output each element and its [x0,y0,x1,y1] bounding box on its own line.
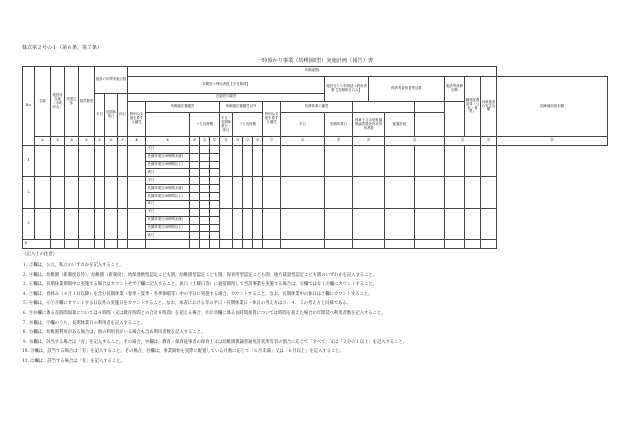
data-cell[interactable] [200,208,210,216]
col-num: ⑥ [105,137,118,145]
row-number: 3 [23,208,35,240]
special-support-cell[interactable] [128,145,146,177]
col-num: ⑯ [253,137,263,145]
location-header: 施設所在地（市町村名） [51,67,65,137]
data-cell[interactable] [263,177,281,209]
facility-type-cell[interactable] [79,208,95,240]
total-cell [465,240,481,249]
col-num: ④ [79,137,95,145]
data-cell[interactable] [415,145,445,177]
plan-table [22,66,608,249]
total-cell [65,240,79,249]
long-vacation-header: 長期休業日 [105,93,118,137]
per-day-users-header: 施設当たり年間延べ利用者数【長期休日のみ】 [325,76,369,101]
location-cell[interactable] [51,208,65,240]
data-cell[interactable] [281,208,325,240]
total-cell [263,240,281,249]
data-cell[interactable] [385,208,415,240]
total-cell [220,240,233,249]
license-or-worker-header: 保育士又は幼稚園教諭普通免許状所有者数 [353,113,385,137]
notes-heading: （記入上の注意） [22,252,58,257]
long-vacation-days-cell[interactable] [105,208,118,240]
data-cell[interactable] [243,177,253,209]
total-cell [281,240,325,249]
name-cell[interactable] [35,145,51,177]
data-cell[interactable] [210,232,220,240]
data-cell[interactable] [210,177,220,185]
facility-type-header: 施設類型 [79,67,95,137]
row-number: 1 [23,145,35,177]
data-cell[interactable] [263,208,281,240]
no-header: No. [23,67,35,146]
data-cell[interactable] [353,208,385,240]
data-cell[interactable] [325,145,353,177]
data-cell[interactable] [190,177,200,185]
col-num: ⑭ [233,137,243,145]
data-cell[interactable] [465,177,481,209]
data-cell[interactable] [220,177,233,209]
data-cell[interactable] [243,145,253,177]
note-item: 11. ㉒欄は，該当する場合は「有」を記入すること。 [22,358,125,364]
location-cell[interactable] [51,145,65,177]
data-cell[interactable] [190,145,200,153]
facility-type-cell[interactable] [79,177,95,209]
row-line-label: 休日 [146,169,190,177]
data-cell[interactable] [445,177,465,209]
long-vacation-days-cell[interactable] [105,177,118,209]
data-cell[interactable] [190,232,200,240]
total-cell [325,240,353,249]
data-cell[interactable] [200,169,210,177]
row-number: 2 [23,177,35,209]
data-cell[interactable] [210,193,220,201]
total-cell [233,240,243,249]
state-subsidy-header: 国庫補助基本額 [497,76,608,137]
barrier-free-empty [415,113,445,137]
col-num: ⑮ [243,137,253,145]
total-cell [253,240,263,249]
row-line-label: 長期休業日(8時間以上) [146,224,190,232]
col-num: ② [51,137,65,145]
col-num: ㉓ [481,137,497,145]
data-cell[interactable] [210,224,220,232]
note-item: ７. ⑭欄は，⑨欄のうち，長期休業日の利用者を記入すること。 [22,320,146,326]
data-cell[interactable] [200,145,210,153]
data-cell[interactable] [465,145,481,177]
weekday-header: 平日 [95,93,105,137]
col-num: ① [35,137,51,145]
col-num: ⑲ [325,137,353,145]
row-line-label: 平日 [146,177,190,185]
data-cell[interactable] [233,145,243,177]
name-cell[interactable] [35,177,51,209]
data-cell[interactable] [190,185,200,193]
operator-header: 設置主体 [65,67,79,137]
note-item: １. ②欄は，公立，私立のいずれかを記入すること。 [22,263,124,268]
total-cell [200,240,210,249]
operator-cell[interactable] [65,145,79,177]
data-cell[interactable] [210,145,220,153]
staffed-header: 職員配置加算（公私・事業） [465,76,481,137]
col-num: ⑨ [146,137,190,145]
data-cell[interactable] [200,200,210,208]
data-cell[interactable] [465,208,481,240]
total-cell [95,240,105,249]
name-cell[interactable] [35,208,51,240]
row-line-label: 長期休業日(8時間未満) [146,185,190,193]
data-cell[interactable] [210,153,220,161]
support-staff-header: 保育有資格者等加算 [369,76,445,101]
data-cell[interactable] [190,224,200,232]
total-cell [128,240,146,249]
note-item: ６. ⑨⑩欄に係る長時間加算については４時間（又は教育時間との合計８時間）を超える場合，⑪⑫⑬欄に係る長時間加算については時間を超えた場合の年間延べ利用者数を記入すること。 [22,310,386,316]
special-support-cell[interactable] [128,177,146,209]
data-cell[interactable] [220,208,233,240]
data-cell[interactable] [253,208,263,240]
data-cell[interactable] [445,145,465,177]
of-which-time-header-2: うち長時間 [233,113,263,137]
col-num: ⑦ [118,137,128,145]
weekday-days-cell[interactable] [95,208,105,240]
data-cell[interactable] [233,208,243,240]
data-cell[interactable] [253,177,263,209]
license-or-worker-group [353,102,415,113]
total-cell [243,240,253,249]
data-cell[interactable] [200,177,210,185]
data-cell[interactable] [200,185,210,193]
col-num: ㉒ [445,137,481,145]
data-cell[interactable] [200,153,210,161]
col-num: ⑧ [128,137,146,145]
data-cell[interactable] [210,185,220,193]
form-number: 様式第２号の１（第６条，第７条） [22,45,103,51]
children-group-header: 在園児の園児 [128,93,325,101]
users-group-header: 年間延べ利用者数【平日換算】 [128,76,325,93]
row-line-label: 休日 [146,200,190,208]
data-cell[interactable] [190,200,200,208]
data-cell[interactable] [210,169,220,177]
col-num: ⑬ [220,137,233,145]
col-num: ③ [65,137,79,145]
total-cell [481,240,497,249]
data-cell[interactable] [415,177,445,209]
total-label: 計 [23,240,51,249]
col-num: ⑪ [200,137,210,145]
data-cell[interactable] [190,169,200,177]
data-cell[interactable] [233,177,243,209]
row-line-label: 平日 [146,208,190,216]
total-cell [79,240,95,249]
data-cell[interactable] [200,193,210,201]
data-cell[interactable] [200,161,210,169]
data-cell[interactable] [190,193,200,201]
data-cell[interactable] [210,161,220,169]
annual-days-header: 施設の年間実施日数 [95,67,128,94]
total-cell [118,240,128,249]
col-num: ⑤ [95,137,105,145]
row-line-label: 長期休業日(8時間以上) [146,161,190,169]
data-cell[interactable] [353,145,385,177]
col-num: ⑩ [190,137,200,145]
total-cell [105,240,118,249]
document-title: 一時預かり事業（幼稚園Ⅰ型）実施計画（報告）書 [256,58,374,64]
total-cell [353,240,385,249]
lv-only-long: 長期休業日 [325,113,353,137]
operator-cell[interactable] [65,208,79,240]
note-item: ９. ⑯欄は，該当する場合は「有」を記入すること。その場合，⑭欄は，教育・保育従事者の保育士又は幼稚園教諭普通免許状所有者の割合に応じて「すべて」又は「２分の１以上」を記入すること。 [22,339,408,345]
col-num: ⑳ [353,137,385,145]
target-facility-header: 対象施設の実支出額 [481,76,497,137]
data-cell[interactable] [200,232,210,240]
total-cell [385,240,415,249]
data-cell[interactable] [210,200,220,208]
other-than-kinder-header: 幼稚園在籍園児以外 [220,102,263,113]
data-cell[interactable] [325,177,353,209]
operator-cell[interactable] [65,177,79,209]
data-cell[interactable] [210,208,220,216]
row-line-label: 平日 [146,145,190,153]
barrier-free-sub [415,102,445,113]
note-item: 10. ㉑欄は，該当する場合は「有」を記入すること。その場合，⑲欄は，事業開始を実際に配置している月数に応じて「６月未満」又は「６月以上」を記入すること。 [22,349,344,355]
name-header: 名称 [35,67,51,137]
facility-type-cell[interactable] [79,145,95,177]
data-cell[interactable] [353,177,385,209]
data-cell[interactable] [481,177,497,209]
data-cell[interactable] [385,145,415,177]
data-cell[interactable] [385,177,415,209]
note-item: ４. ⑦欄は，春休み（４月１日以降）を含む長期休業（春季・夏季・冬季休暇等）中の平日に実施する場合，カウントすること。なお，長期休業中の休日は⑦欄にカウントすること。 [22,291,373,297]
data-cell[interactable] [200,216,210,224]
total-cell [146,240,190,249]
data-cell[interactable] [281,145,325,177]
location-cell[interactable] [51,177,65,209]
data-cell[interactable] [281,177,325,209]
data-cell[interactable] [190,161,200,169]
lv-only-weekday: 平日 [281,113,325,137]
of-which-time-header: うち長時間 [190,113,220,137]
total-cell [51,240,65,249]
kinder-total-cell [146,113,190,137]
weekday-days-cell[interactable] [95,145,105,177]
special-support-cell[interactable] [128,208,146,240]
holiday-days-cell[interactable] [118,145,128,177]
col-num: ⑰ [263,137,281,145]
col-num: ⑫ [210,137,220,145]
data-cell[interactable] [415,208,445,240]
row-line-label: 休日 [146,232,190,240]
note-item: ５. ⑥欄は，⑥⑦⑧欄にカウントする日以外の実施日をカウントすること。なお，本表における年の平日・長期休業日・休日の考え方は３．４．５の考え方と同様である。 [22,301,352,307]
data-cell[interactable] [263,145,281,177]
data-cell[interactable] [220,145,233,177]
notes-list [22,261,608,367]
holiday-header: 休日 [118,93,128,137]
note-item: ２. ④欄は，幼稚園（新制度以外），幼稚園（新制度），幼保連携型認定こども園，幼稚園型認定こども園，保育所型認定こども園，地方裁量型認定こども園のいずれかを記入すること。 [22,272,378,278]
row-line-label: 長期休業日(8時間未満) [146,216,190,224]
note-item: ８. ⑮欄は，幼稚園利用がある場合は，他の利用者がいる場合も含め利用者数を記入すること。 [22,330,206,336]
col-num: ㉔ [497,137,608,145]
col-num: ㉑ [385,137,445,145]
col-num: ⑱ [281,137,325,145]
holiday-days-cell[interactable] [118,177,128,209]
kindergartener-header: 幼稚園在籍園児 [146,102,220,113]
holiday-days-cell[interactable] [118,208,128,240]
data-cell[interactable] [253,145,263,177]
data-cell[interactable] [243,208,253,240]
data-cell[interactable] [190,208,200,216]
total-cell [190,240,200,249]
data-cell[interactable] [210,216,220,224]
data-cell[interactable] [325,208,353,240]
total-cell [445,240,465,249]
data-cell[interactable] [190,153,200,161]
program-header: 幼稚園型Ⅰ [128,67,497,77]
note-item: ３. ⑥欄は，長期休業期間中に実施する場合はカウントせず⑦欄に記入すること。休日（土曜日等）に通常開所して当該事業を実施する場合は，⑥欄ではなく⑧欄にカウントすること。 [22,282,377,288]
data-cell[interactable] [190,216,200,224]
placement-plan-header: 配置計画 [385,113,415,137]
special-support-header: 特別な支援を要する園児 [128,102,146,137]
total-cell [210,240,220,249]
long-vacation-only-header: 長期休業の園児 [281,102,353,113]
weekday-days-cell[interactable] [95,177,105,209]
barrier-free-header: 施設等改修加算 [445,76,465,101]
data-cell[interactable] [200,224,210,232]
data-cell[interactable] [481,208,497,240]
long-vacation-days-cell[interactable] [105,145,118,177]
data-cell[interactable] [445,208,465,240]
row-line-label: 長期休業日(8時間以上) [146,193,190,201]
total-cell [415,240,445,249]
data-cell[interactable] [481,145,497,177]
weekday-long-holiday-header: 平日・長期休業日・休日 [220,113,233,137]
special-support-header-2: 特別な支援を要する園児 [263,102,281,137]
row-line-label: 長期休業日(8時間未満) [146,153,190,161]
